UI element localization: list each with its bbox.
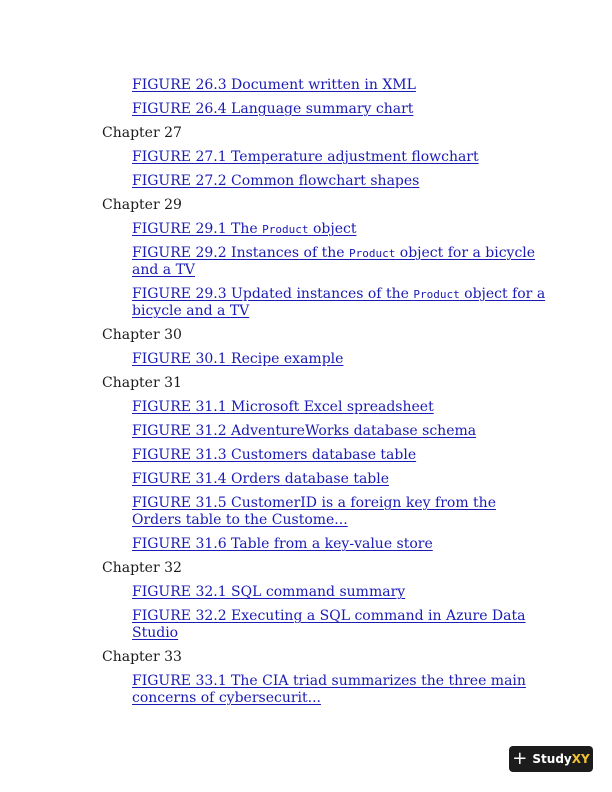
figure-link[interactable] — [132, 673, 547, 707]
figure-link[interactable] — [132, 149, 547, 166]
chapter-heading: Chapter 32 — [102, 560, 182, 576]
badge-label-main: Study — [532, 752, 572, 766]
figure-link-text: FIGURE 29.2 Instances of the — [132, 245, 349, 261]
figure-link[interactable] — [132, 399, 547, 416]
figure-link-text: FIGURE 31.1 Microsoft Excel spreadsheet — [132, 399, 434, 415]
figure-link[interactable] — [132, 77, 547, 94]
figure-link[interactable] — [132, 423, 547, 440]
figure-link-text: FIGURE 31.4 Orders database table — [132, 471, 390, 487]
figure-link-text: FIGURE 26.4 Language summary chart — [132, 101, 414, 117]
code-term: Product — [348, 247, 396, 260]
studyxy-badge[interactable] — [509, 746, 593, 772]
chapter-heading: Chapter 27 — [102, 125, 182, 141]
figure-link[interactable] — [132, 608, 547, 642]
figure-link-text: FIGURE 27.1 Temperature adjustment flowchart — [132, 149, 479, 165]
figure-link-text: FIGURE 29.3 Updated instances of the — [132, 286, 414, 302]
figure-link-text: FIGURE 31.6 Table from a key-value store — [132, 536, 433, 552]
code-term: Product — [413, 288, 460, 301]
figure-link-text: FIGURE 29.1 The — [132, 221, 263, 237]
figure-link[interactable] — [132, 286, 547, 320]
figure-link-text: FIGURE 26.3 Document written in XML — [132, 77, 416, 93]
figure-link[interactable] — [132, 584, 547, 601]
figure-link[interactable] — [132, 245, 547, 279]
figure-link-text: FIGURE 30.1 Recipe example — [132, 351, 344, 367]
chapter-heading: Chapter 33 — [102, 649, 182, 665]
figure-link-text: object for a bicycle and a TV — [132, 286, 546, 319]
figure-list — [0, 70, 612, 714]
figure-link[interactable] — [132, 495, 547, 529]
figure-link-text: FIGURE 27.2 Common flowchart shapes — [132, 173, 420, 189]
figure-link[interactable] — [132, 101, 547, 118]
figure-link[interactable] — [132, 536, 547, 553]
figure-link[interactable] — [132, 471, 547, 488]
figure-link-text: FIGURE 33.1 The CIA triad summarizes the three main concerns of cybersecurit... — [132, 673, 526, 706]
figure-link-text: FIGURE 31.5 CustomerID is a foreign key from the Orders table to the Custome... — [132, 495, 496, 528]
figure-link-text: object — [308, 221, 357, 237]
chapter-heading: Chapter 31 — [102, 375, 182, 391]
figure-link[interactable] — [132, 447, 547, 464]
figure-link[interactable] — [132, 221, 547, 238]
figure-link-text: FIGURE 32.2 Executing a SQL command in Azure Data Studio — [132, 608, 526, 641]
figure-link[interactable] — [132, 351, 547, 368]
plus-icon: + — [512, 748, 528, 769]
figure-link-text: FIGURE 32.1 SQL command summary — [132, 584, 406, 600]
figure-link-text: FIGURE 31.2 AdventureWorks database schema — [132, 423, 477, 439]
figure-link-text: FIGURE 31.3 Customers database table — [132, 447, 417, 463]
figure-link-text: object for a bicycle and a TV — [132, 245, 536, 278]
chapter-heading: Chapter 30 — [102, 327, 182, 343]
chapter-heading: Chapter 29 — [102, 197, 182, 213]
code-term: Product — [262, 223, 309, 236]
figure-link[interactable] — [132, 173, 547, 190]
badge-label-accent: XY — [571, 752, 590, 766]
